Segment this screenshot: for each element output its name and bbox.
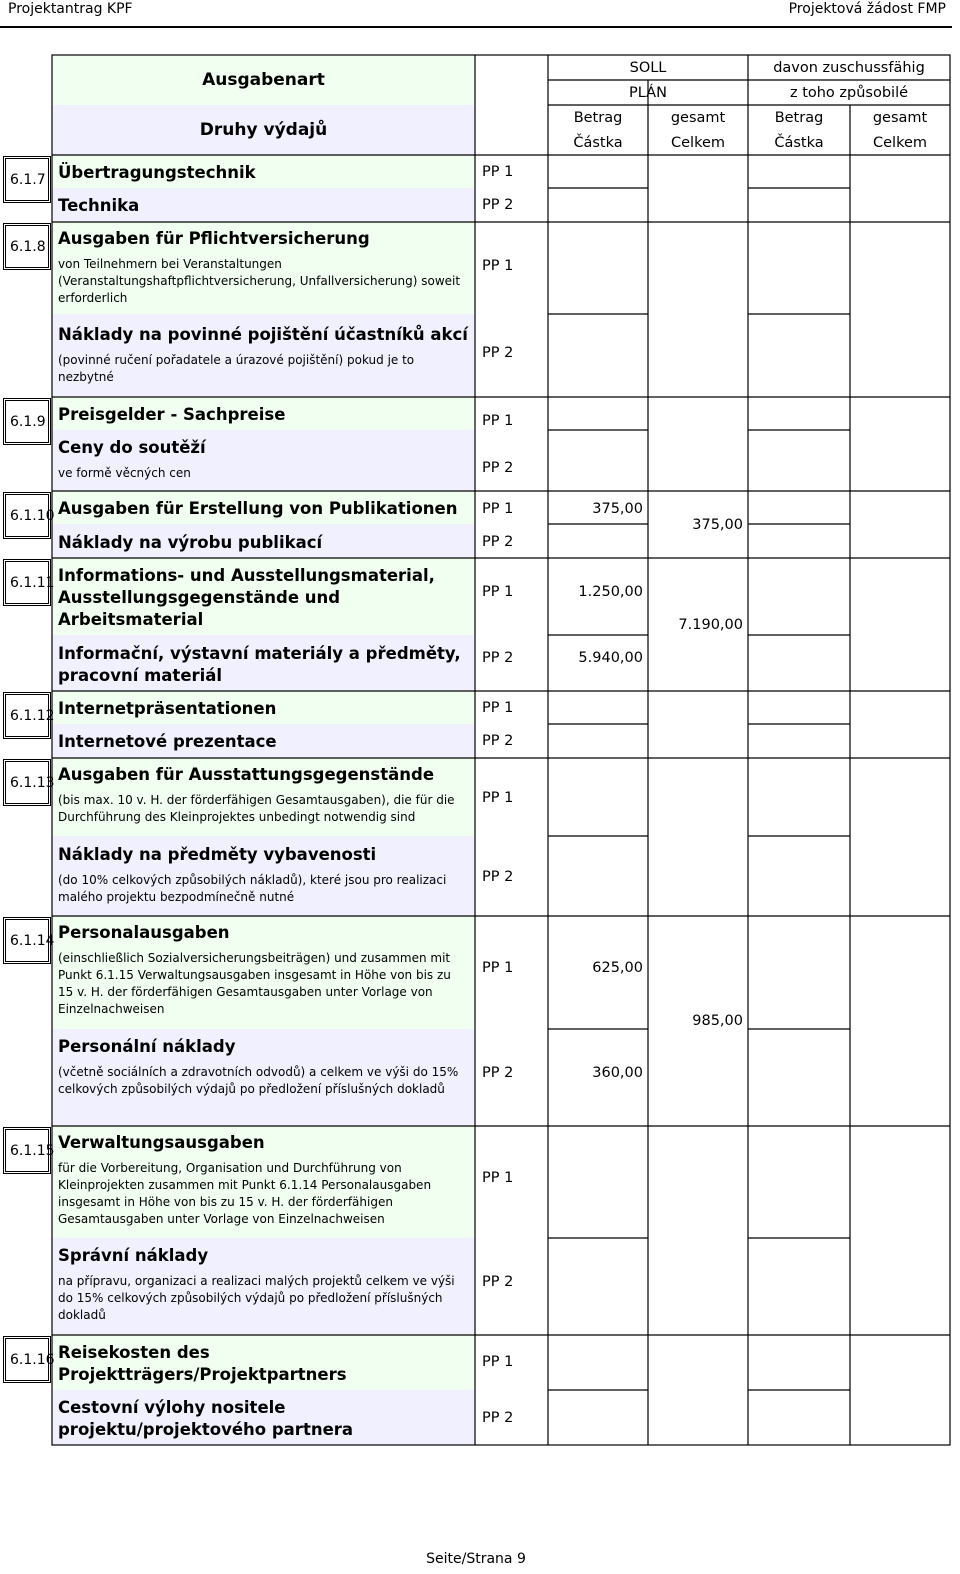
row-618-pp1: PP 1 — [482, 258, 514, 274]
row-6114-pp1: PP 1 — [482, 960, 514, 976]
header-betrag-davon: Betrag — [774, 110, 824, 126]
row-6112-pp2: PP 2 — [482, 733, 514, 749]
header-ausgabenart: Ausgabenart — [202, 70, 325, 90]
row-6113-title-de: Ausgaben für Ausstattungsgegenstände — [58, 765, 435, 784]
row-6110-title-de: Ausgaben für Erstellung von Publikationen — [58, 499, 458, 518]
row-number-6-1-11: 6.1.11 — [3, 559, 51, 606]
row-619-title-cz: Ceny do soutěží — [58, 438, 206, 457]
row-6110-gesamt: 375,00 — [692, 517, 743, 533]
row-6111-gesamt: 7.190,00 — [678, 617, 743, 633]
row-6114-pp2: PP 2 — [482, 1065, 514, 1081]
row-6114-sub-cz: (včetně sociálních a zdravotních odvodů) a celkem ve výši do 15% celkových způsobilých výdajů po předložení příslušných dokladů — [58, 1065, 459, 1096]
row-6116-pp1: PP 1 — [482, 1354, 514, 1370]
row-6115-sub-de: für die Vorbereitung, Organisation und Durchführung von Kleinprojekten zusammen mit Punkt 6.1.14 Personalausgaben insgesamt in Höhe von bis zu 15 v. H. der förderfähigen Gesamtausgaben unter Vorlage von Einzelnachweisen — [58, 1161, 432, 1226]
header-davon: davon zuschussfähig — [773, 60, 925, 76]
row-617-pp2: PP 2 — [482, 197, 514, 213]
header-gesamt-davon: gesamt — [872, 110, 928, 126]
row-619-title-de: Preisgelder - Sachpreise — [58, 405, 286, 424]
row-618-pp2: PP 2 — [482, 345, 514, 361]
row-6110-pp1: PP 1 — [482, 501, 514, 517]
row-6114-title-de: Personalausgaben — [58, 923, 230, 942]
header-right-title: Projektová žádost FMP — [788, 1, 946, 17]
header-druhy-vydaju: Druhy výdajů — [199, 120, 328, 140]
row-6114-cz-block — [52, 1034, 475, 1100]
row-number-6-1-8: 6.1.8 — [3, 223, 51, 270]
row-6115-pp1: PP 1 — [482, 1170, 514, 1186]
row-number-6-1-15: 6.1.15 — [3, 1127, 51, 1174]
header-left-title: Projektantrag KPF — [8, 1, 133, 17]
row-6114-de-block — [52, 920, 475, 1020]
header-betrag-soll: Betrag — [573, 110, 623, 126]
header-castka-davon: Částka — [774, 135, 824, 151]
row-6114-sub-de: (einschließlich Sozialversicherungsbeiträgen) und zusammen mit Punkt 6.1.15 Verwaltungsausgaben insgesamt in Höhe von bis zu 15 v. H. der förderfähigen Gesamtausgaben unter Vorlage von Einzelnachweisen — [58, 951, 451, 1016]
row-618-title-de: Ausgaben für Pflichtversicherung — [58, 229, 370, 248]
header-celkem-soll: Celkem — [671, 135, 725, 151]
row-6113-title-cz: Náklady na předměty vybavenosti — [58, 845, 377, 864]
row-618-cz-block — [52, 322, 475, 388]
header-plan: PLÁN — [629, 85, 667, 101]
row-619-cz-block — [52, 435, 475, 484]
row-6110-title-cz: Náklady na výrobu publikací — [58, 533, 323, 552]
page-footer: Seite/Strana 9 — [426, 1551, 526, 1567]
row-6114-gesamt: 985,00 — [692, 1013, 743, 1029]
row-619-sub-cz: ve formě věcných cen — [58, 466, 191, 480]
row-6111-title-cz: Informační, výstavní materiály a předměty, pracovní materiál — [58, 644, 461, 685]
row-number-6-1-16: 6.1.16 — [3, 1336, 51, 1383]
row-618-de-block — [52, 226, 475, 309]
row-6114-title-cz: Personální náklady — [58, 1037, 236, 1056]
row-618-sub-cz: (povinné ručení pořadatele a úrazové pojištění) pokud je to nezbytné — [58, 353, 415, 384]
row-number-6-1-7: 6.1.7 — [3, 156, 51, 203]
row-6115-pp2: PP 2 — [482, 1274, 514, 1290]
row-6111-betrag-pp1: 1.250,00 — [578, 584, 643, 600]
header-gesamt-soll: gesamt — [670, 110, 726, 126]
row-6110-betrag-pp1: 375,00 — [592, 501, 643, 517]
row-6113-cz-block — [52, 842, 475, 908]
header-celkem-davon: Celkem — [873, 135, 927, 151]
row-617-title-de: Übertragungstechnik — [58, 163, 256, 182]
row-6110-pp2: PP 2 — [482, 534, 514, 550]
row-6115-title-cz: Správní náklady — [58, 1246, 209, 1265]
row-6116-title-cz: Cestovní výlohy nositele projektu/projektového partnera — [58, 1398, 354, 1439]
header-z-toho: z toho způsobilé — [789, 85, 909, 101]
row-6114-betrag-pp2: 360,00 — [592, 1065, 643, 1081]
row-number-6-1-9: 6.1.9 — [3, 398, 51, 445]
row-6111-pp2: PP 2 — [482, 650, 514, 666]
row-6113-sub-cz: (do 10% celkových způsobilých nákladů), které jsou pro realizaci malého projektu bezpodmínečně nutné — [58, 873, 447, 904]
row-618-title-cz: Náklady na povinné pojištění účastníků akcí — [58, 325, 468, 344]
row-number-6-1-10: 6.1.10 — [3, 492, 51, 539]
row-6112-title-cz: Internetové prezentace — [58, 732, 277, 751]
row-619-pp1: PP 1 — [482, 413, 514, 429]
row-6115-cz-block — [52, 1243, 475, 1326]
header-castka-soll: Částka — [573, 135, 623, 151]
row-617-title-cz: Technika — [58, 196, 140, 215]
row-6115-sub-cz: na přípravu, organizaci a realizaci malých projektů celkem ve výši do 15% celkových způsobilých výdajů po předložení příslušných dokladů — [58, 1274, 455, 1322]
row-6114-betrag-pp1: 625,00 — [592, 960, 643, 976]
row-6113-pp2: PP 2 — [482, 869, 514, 885]
row-6112-pp1: PP 1 — [482, 700, 514, 716]
header-soll: SOLL — [629, 60, 667, 76]
row-6115-title-de: Verwaltungsausgaben — [58, 1133, 265, 1152]
row-6111-pp1: PP 1 — [482, 584, 514, 600]
row-6116-title-de: Reisekosten des Projektträgers/Projektpartners — [58, 1343, 347, 1384]
row-617-pp1: PP 1 — [482, 164, 514, 180]
row-618-sub-de: von Teilnehmern bei Veranstaltungen (Veranstaltungshaftpflichtversicherung, Unfallversicherung) soweit erforderlich — [58, 257, 461, 305]
row-6113-de-block — [52, 762, 475, 828]
row-6113-sub-de: (bis max. 10 v. H. der förderfähigen Gesamtausgaben), die für die Durchführung des Kleinprojektes unbedingt notwendig sind — [58, 793, 455, 824]
row-number-6-1-12: 6.1.12 — [3, 692, 51, 739]
row-6111-title-de: Informations- und Ausstellungsmaterial, Ausstellungsgegenstände und Arbeitsmaterial — [58, 566, 435, 629]
row-number-6-1-14: 6.1.14 — [3, 917, 51, 964]
row-6116-pp2: PP 2 — [482, 1410, 514, 1426]
row-6111-betrag-pp2: 5.940,00 — [578, 650, 643, 666]
row-6113-pp1: PP 1 — [482, 790, 514, 806]
row-number-6-1-13: 6.1.13 — [3, 759, 51, 806]
row-6112-title-de: Internetpräsentationen — [58, 699, 277, 718]
row-619-pp2: PP 2 — [482, 460, 514, 476]
row-6115-de-block — [52, 1130, 475, 1230]
